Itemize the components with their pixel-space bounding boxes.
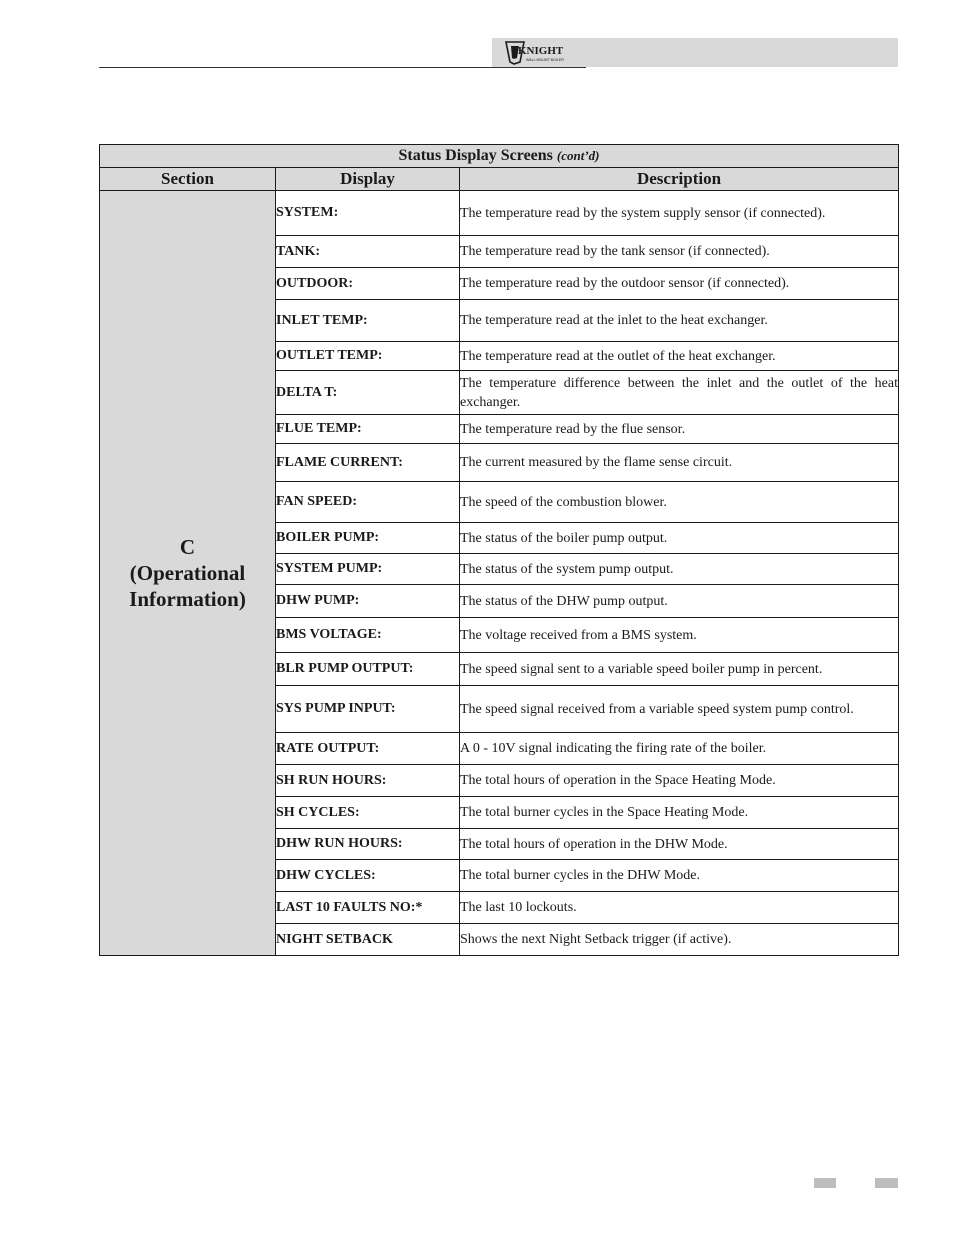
- description-cell: The voltage received from a BMS system.: [460, 618, 899, 653]
- description-cell: The temperature read at the outlet of the heat exchanger.: [460, 342, 899, 371]
- description-cell: The temperature read at the inlet to the heat exchanger.: [460, 300, 899, 342]
- description-cell: The speed of the combustion blower.: [460, 482, 899, 523]
- knight-logo: [504, 40, 576, 66]
- description-cell: A 0 - 10V signal indicating the firing rate of the boiler.: [460, 733, 899, 765]
- display-cell: SYS PUMP INPUT:: [276, 686, 460, 733]
- description-cell: The temperature read by the system supply sensor (if connected).: [460, 191, 899, 236]
- display-cell: FLUE TEMP:: [276, 415, 460, 444]
- footer-mark-left: [814, 1178, 836, 1188]
- column-header-display: Display: [276, 168, 460, 191]
- section-line-1: (Operational: [129, 561, 246, 585]
- description-cell: The speed signal received from a variable speed system pump control.: [460, 686, 899, 733]
- display-cell: TANK:: [276, 236, 460, 268]
- svg-text:WALL MOUNT BOILER: WALL MOUNT BOILER: [526, 58, 564, 62]
- description-cell: The temperature read by the tank sensor (if connected).: [460, 236, 899, 268]
- display-cell: DHW RUN HOURS:: [276, 829, 460, 860]
- description-cell: The total hours of operation in the DHW Mode.: [460, 829, 899, 860]
- display-cell: LAST 10 FAULTS NO:*: [276, 892, 460, 924]
- display-cell: SH CYCLES:: [276, 797, 460, 829]
- display-cell: BOILER PUMP:: [276, 523, 460, 554]
- header-rule: [99, 67, 586, 68]
- description-cell: The status of the boiler pump output.: [460, 523, 899, 554]
- description-cell: The total hours of operation in the Space Heating Mode.: [460, 765, 899, 797]
- description-cell: The last 10 lockouts.: [460, 892, 899, 924]
- caption-title: Status Display Screens: [398, 147, 553, 164]
- status-display-table: [99, 144, 899, 956]
- display-cell: SH RUN HOURS:: [276, 765, 460, 797]
- footer-mark-right: [875, 1178, 898, 1188]
- svg-text:KNIGHT: KNIGHT: [518, 45, 564, 57]
- description-cell: The temperature difference between the inlet and the outlet of the heat exchanger.: [460, 371, 899, 415]
- display-cell: DELTA T:: [276, 371, 460, 415]
- display-cell: DHW PUMP:: [276, 585, 460, 618]
- table-caption: [100, 145, 899, 168]
- display-cell: BLR PUMP OUTPUT:: [276, 653, 460, 686]
- description-cell: The current measured by the flame sense circuit.: [460, 444, 899, 482]
- column-header-section: Section: [100, 168, 276, 191]
- display-cell: OUTDOOR:: [276, 268, 460, 300]
- display-cell: FLAME CURRENT:: [276, 444, 460, 482]
- section-letter: C: [179, 535, 196, 559]
- display-cell: SYSTEM PUMP:: [276, 554, 460, 585]
- display-cell: DHW CYCLES:: [276, 860, 460, 892]
- section-cell: [100, 191, 276, 956]
- display-cell: OUTLET TEMP:: [276, 342, 460, 371]
- caption-suffix: (cont’d): [556, 148, 600, 163]
- description-cell: The status of the DHW pump output.: [460, 585, 899, 618]
- display-cell: RATE OUTPUT:: [276, 733, 460, 765]
- display-cell: FAN SPEED:: [276, 482, 460, 523]
- description-cell: The speed signal sent to a variable speed boiler pump in percent.: [460, 653, 899, 686]
- table-row: [100, 191, 899, 236]
- description-cell: The temperature read by the flue sensor.: [460, 415, 899, 444]
- section-line-2: Information): [129, 587, 246, 611]
- description-cell: The total burner cycles in the Space Heating Mode.: [460, 797, 899, 829]
- column-header-description: Description: [460, 168, 899, 191]
- description-cell: Shows the next Night Setback trigger (if active).: [460, 924, 899, 956]
- description-cell: The total burner cycles in the DHW Mode.: [460, 860, 899, 892]
- description-cell: The temperature read by the outdoor sensor (if connected).: [460, 268, 899, 300]
- display-cell: SYSTEM:: [276, 191, 460, 236]
- display-cell: INLET TEMP:: [276, 300, 460, 342]
- description-cell: The status of the system pump output.: [460, 554, 899, 585]
- display-cell: NIGHT SETBACK: [276, 924, 460, 956]
- display-cell: BMS VOLTAGE:: [276, 618, 460, 653]
